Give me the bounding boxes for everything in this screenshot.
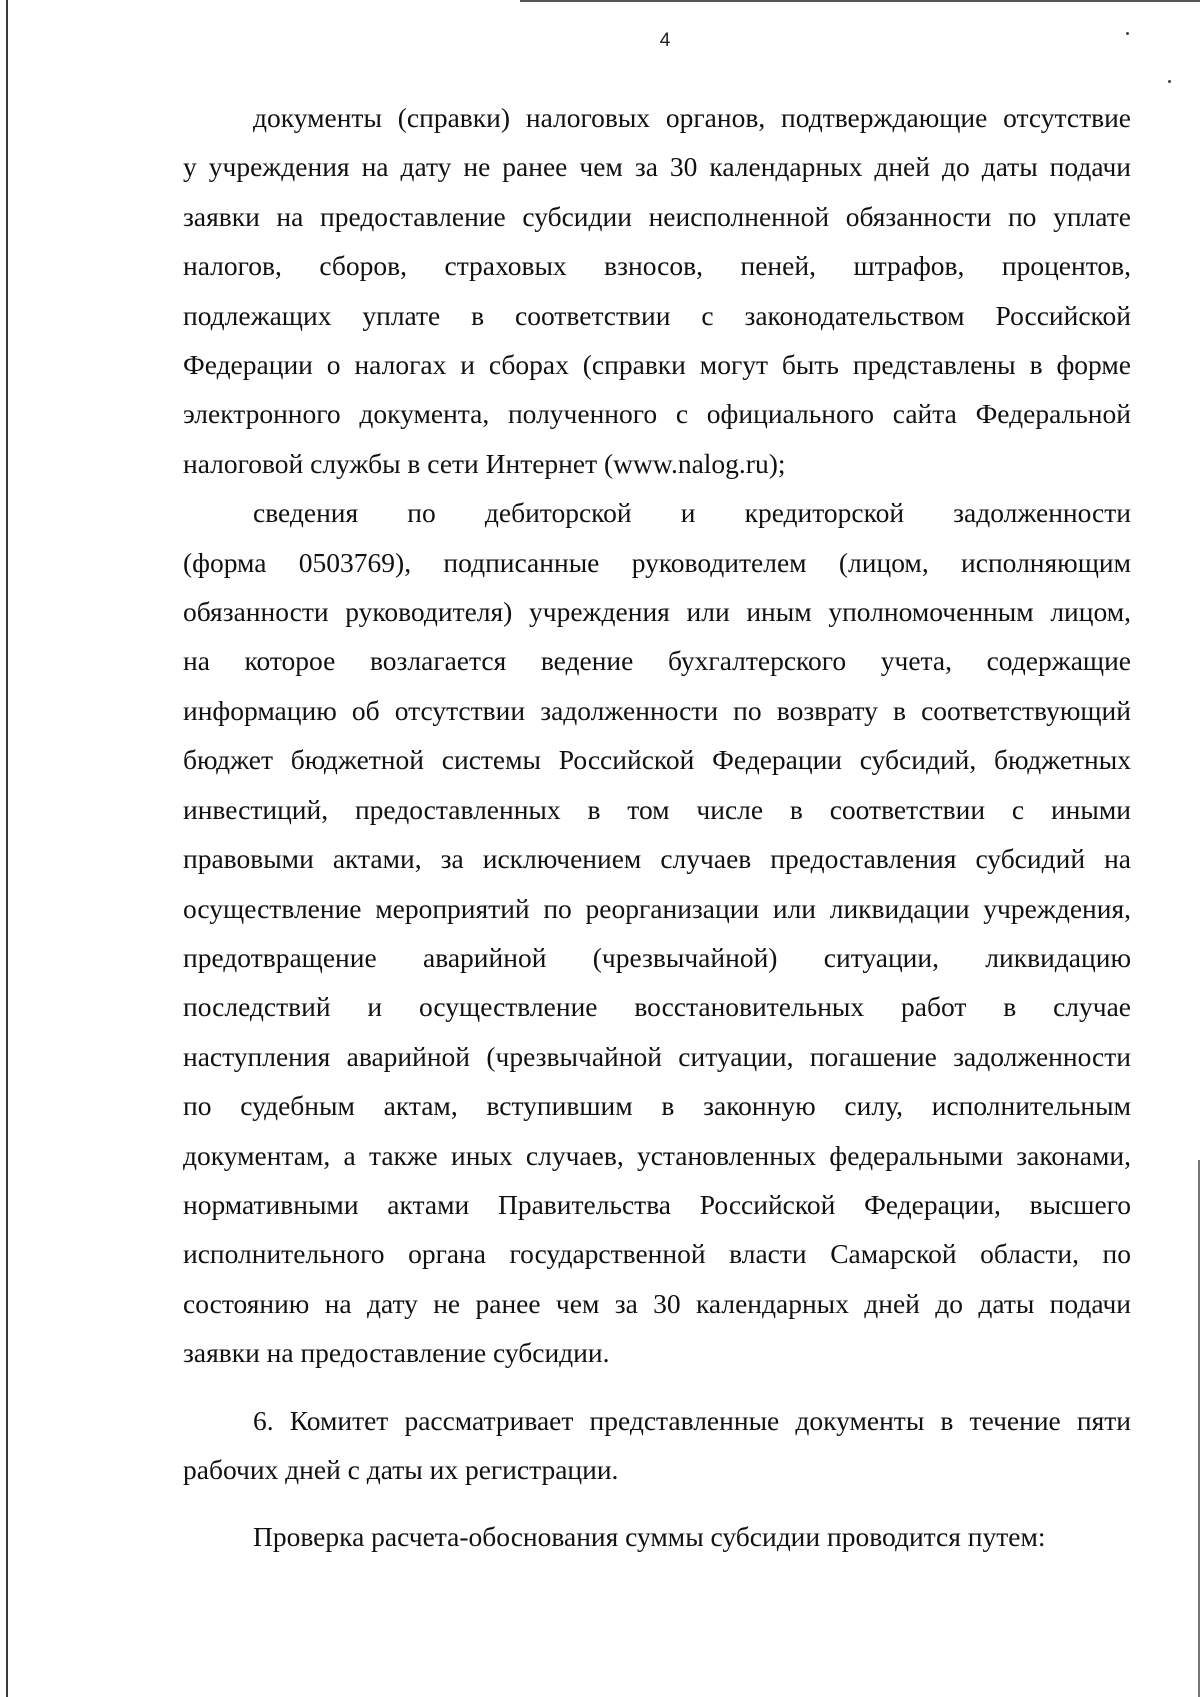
- text-line: сведения по дебиторской и кредиторской задолженности: [253, 497, 1131, 529]
- text-line: подлежащих уплате в соответствии с законодательством Российской: [183, 299, 1131, 331]
- paragraph-gap: [183, 1378, 1131, 1396]
- text-line: налоговой службы в сети Интернет (www.nalog.ru);: [183, 447, 786, 479]
- page-number: 4: [659, 30, 671, 51]
- text-line: предотвращение аварийной (чрезвычайной) ситуации, ликвидацию: [183, 941, 1131, 973]
- text-line: рабочих дней с даты их регистрации.: [183, 1453, 619, 1485]
- text-line: (форма 0503769), подписанные руководителем (лицом, исполняющим: [183, 546, 1131, 578]
- text-line: состоянию на дату не ранее чем за 30 календарных дней до даты подачи: [183, 1287, 1131, 1319]
- text-line: документы (справки) налоговых органов, подтверждающие отсутствие: [253, 102, 1131, 133]
- text-line: инвестиций, предоставленных в том числе в соответствии с иными: [183, 793, 1131, 825]
- paragraph: [183, 1512, 1131, 1561]
- text-line: осуществление мероприятий по реорганизации или ликвидации учреждения,: [183, 892, 1131, 924]
- text-line: наступления аварийной (чрезвычайной ситуации, погашение задолженности: [183, 1040, 1131, 1072]
- scan-speck: [1168, 80, 1171, 83]
- text-line: исполнительного органа государственной власти Самарской области, по: [183, 1238, 1131, 1270]
- text-line: Федерации о налогах и сборах (справки могут быть представлены в форме: [183, 349, 1131, 381]
- scan-edge-top: [520, 0, 1200, 2]
- text-line: нормативными актами Правительства Российской Федерации, высшего: [183, 1188, 1131, 1220]
- text-line: налогов, сборов, страховых взносов, пеней, штрафов, процентов,: [183, 250, 1131, 282]
- text-line: обязанности руководителя) учреждения или иным уполномоченным лицом,: [183, 596, 1131, 628]
- scan-edge-left: [6, 0, 8, 1697]
- text-line: последствий и осуществление восстановительных работ в случае: [183, 991, 1131, 1023]
- text-line: документам, а также иных случаев, установленных федеральными законами,: [183, 1139, 1131, 1171]
- text-line: заявки на предоставление субсидии.: [183, 1337, 610, 1369]
- text-line: правовыми актами, за исключением случаев предоставления субсидий на: [183, 843, 1131, 875]
- text-line: информацию об отсутствии задолженности по возврату в соответствующий: [183, 694, 1131, 726]
- text-line: 6. Комитет рассматривает представленные документы в течение пяти: [253, 1404, 1131, 1436]
- text-line: по судебным актам, вступившим в законную силу, исполнительным: [183, 1090, 1131, 1122]
- text-line: Проверка расчета-обоснования суммы субсидии проводится путем:: [253, 1521, 1046, 1553]
- document-body: [183, 93, 1131, 1562]
- text-line: электронного документа, полученного с официального сайта Федеральной: [183, 398, 1131, 430]
- paragraph: [183, 93, 1131, 488]
- paragraph: [183, 488, 1131, 1377]
- text-line: бюджет бюджетной системы Российской Федерации субсидий, бюджетных: [183, 744, 1131, 776]
- paragraph: [183, 1396, 1131, 1495]
- text-line: заявки на предоставление субсидии неисполненной обязанности по уплате: [183, 200, 1131, 232]
- text-line: у учреждения на дату не ранее чем за 30 календарных дней до даты подачи: [183, 151, 1131, 183]
- paragraph-gap: [183, 1494, 1131, 1512]
- text-line: на которое возлагается ведение бухгалтерского учета, содержащие: [183, 645, 1131, 677]
